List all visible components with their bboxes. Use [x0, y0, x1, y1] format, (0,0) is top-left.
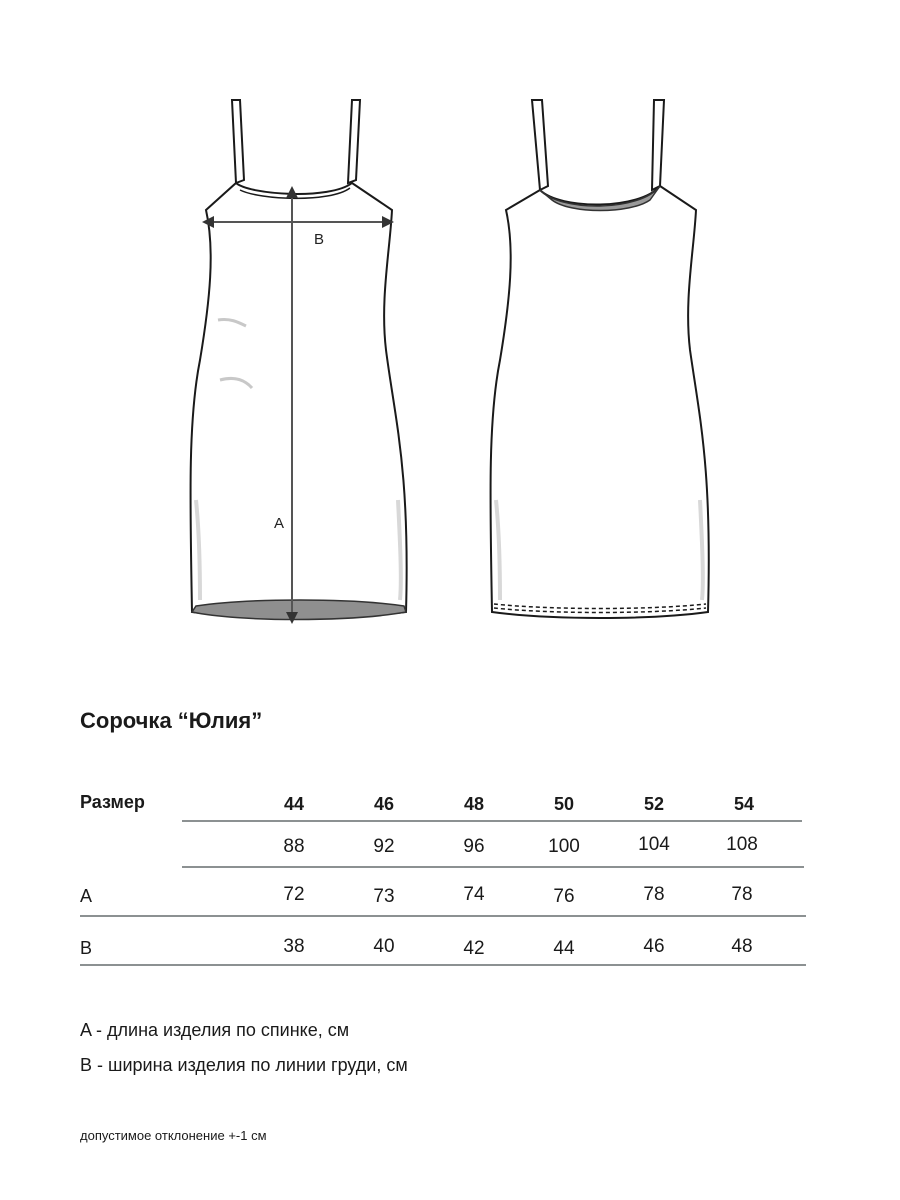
- product-title: Сорочка “Юлия”: [80, 708, 263, 733]
- table-cell: 78: [643, 884, 665, 905]
- table-cell: 92: [373, 836, 395, 857]
- table-cell: 40: [373, 936, 395, 957]
- table-cell: 42: [463, 938, 485, 959]
- table-cell: 88: [283, 836, 305, 857]
- back-right-strap: [652, 100, 664, 190]
- front-left-strap: [232, 100, 244, 183]
- table-rule: [182, 820, 802, 822]
- table-cell: 38: [283, 936, 305, 957]
- size-col-48: 48: [463, 794, 485, 814]
- row-label-a: A: [80, 886, 93, 906]
- front-hem-lining: [192, 600, 406, 620]
- table-cell: 73: [373, 886, 395, 907]
- table-cell: 46: [643, 936, 665, 957]
- table-rule: [182, 866, 804, 868]
- table-cell: 72: [283, 884, 305, 905]
- legend-b: B - ширина изделия по линии груди, см: [80, 1055, 408, 1075]
- legend-a: A - длина изделия по спинке, см: [80, 1020, 350, 1040]
- table-cell: 48: [731, 936, 753, 957]
- size-col-52: 52: [643, 794, 665, 814]
- size-header-label: Размер: [80, 792, 145, 812]
- table-cell: 76: [553, 886, 575, 907]
- front-right-strap: [348, 100, 360, 183]
- table-rule: [80, 964, 806, 966]
- size-col-50: 50: [553, 794, 575, 814]
- size-col-44: 44: [283, 794, 305, 814]
- table-rule: [80, 915, 806, 917]
- back-left-strap: [532, 100, 548, 190]
- length-label: A: [274, 515, 285, 532]
- row-label-b: B: [80, 938, 93, 958]
- tolerance-note: допустимое отклонение +-1 см: [80, 1128, 267, 1143]
- front-body-outline: [190, 183, 406, 617]
- size-col-54: 54: [733, 794, 755, 814]
- table-cell: 108: [726, 834, 758, 855]
- table-cell: 44: [553, 938, 575, 959]
- table-cell: 74: [463, 884, 485, 905]
- table-cell: 78: [731, 884, 753, 905]
- size-col-46: 46: [373, 794, 395, 814]
- table-cell: 96: [463, 836, 485, 857]
- width-label: B: [314, 231, 325, 248]
- table-cell: 104: [638, 834, 670, 855]
- back-view: [490, 100, 708, 618]
- front-view: [190, 100, 406, 620]
- table-cell: 100: [548, 836, 580, 857]
- back-body-outline: [490, 186, 708, 618]
